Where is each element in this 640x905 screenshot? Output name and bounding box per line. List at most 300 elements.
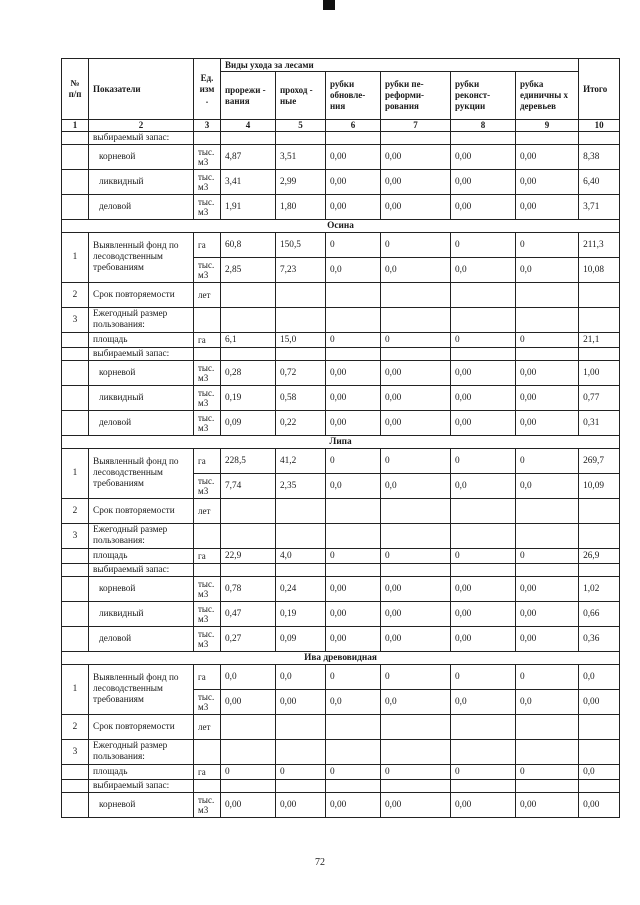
unit-cell: га <box>194 549 221 564</box>
empty-cell <box>221 715 276 740</box>
value-cell: 3,41 <box>221 170 276 195</box>
col-number: 1 <box>62 120 89 132</box>
value-cell: 0,00 <box>516 602 579 627</box>
period-row <box>62 715 620 740</box>
empty-cell <box>276 132 326 145</box>
empty-cell <box>326 499 381 524</box>
table-row <box>62 170 620 195</box>
col-number: 3 <box>194 120 221 132</box>
empty-cell <box>579 715 620 740</box>
section-title: Осина <box>62 220 620 233</box>
value-cell: 1,00 <box>579 361 620 386</box>
section-title-row <box>62 220 620 233</box>
row-label: выбираемый запас: <box>89 132 194 145</box>
value-cell: 4,87 <box>221 145 276 170</box>
value-cell: 0,0 <box>326 258 381 283</box>
col-number: 9 <box>516 120 579 132</box>
row-label: корневой <box>89 793 194 818</box>
empty-cell <box>276 499 326 524</box>
empty-cell <box>62 577 89 602</box>
value-cell: 0,09 <box>221 411 276 436</box>
section-title: Ива древовидная <box>62 652 620 665</box>
value-cell: 0,0 <box>579 665 620 690</box>
empty-cell <box>381 740 451 765</box>
value-cell: 0,00 <box>451 602 516 627</box>
row-label: Выявленный фонд по лесоводственным требованиям <box>89 449 194 499</box>
row-label: площадь <box>89 549 194 564</box>
header-group: Виды ухода за лесами <box>221 59 579 72</box>
value-cell: 211,3 <box>579 233 620 258</box>
value-cell: 0 <box>381 549 451 564</box>
empty-cell <box>451 564 516 577</box>
value-cell: 7,74 <box>221 474 276 499</box>
value-cell: 0,0 <box>381 474 451 499</box>
table-row <box>62 145 620 170</box>
empty-cell <box>221 564 276 577</box>
stock-label-row <box>62 564 620 577</box>
value-cell: 10,08 <box>579 258 620 283</box>
value-cell: 0,0 <box>381 690 451 715</box>
value-cell: 0 <box>381 449 451 474</box>
value-cell: 0,00 <box>451 361 516 386</box>
empty-cell <box>579 283 620 308</box>
empty-cell <box>221 524 276 549</box>
empty-cell <box>579 780 620 793</box>
section-title-row <box>62 652 620 665</box>
empty-cell <box>326 132 381 145</box>
value-cell: 2,35 <box>276 474 326 499</box>
row-label: деловой <box>89 627 194 652</box>
empty-cell <box>326 715 381 740</box>
empty-cell <box>451 740 516 765</box>
value-cell: 228,5 <box>221 449 276 474</box>
row-label: Срок повторяемости <box>89 499 194 524</box>
value-cell: 150,5 <box>276 233 326 258</box>
empty-cell <box>451 780 516 793</box>
header-num: № п/п <box>62 59 89 120</box>
value-cell: 0 <box>326 665 381 690</box>
unit-cell: лет <box>194 283 221 308</box>
value-cell: 0,22 <box>276 411 326 436</box>
empty-cell <box>62 564 89 577</box>
value-cell: 22,9 <box>221 549 276 564</box>
value-cell: 0 <box>381 333 451 348</box>
empty-cell <box>381 564 451 577</box>
value-cell: 0,00 <box>516 627 579 652</box>
stock-label-row <box>62 348 620 361</box>
unit-cell: га <box>194 449 221 474</box>
value-cell: 0 <box>326 449 381 474</box>
annual-row <box>62 740 620 765</box>
value-cell: 0,0 <box>221 665 276 690</box>
empty-cell <box>516 308 579 333</box>
empty-cell <box>516 283 579 308</box>
scan-top-mark <box>323 0 335 10</box>
value-cell: 0,00 <box>381 145 451 170</box>
unit-cell: тыс. м3 <box>194 577 221 602</box>
empty-cell <box>381 348 451 361</box>
empty-cell <box>579 348 620 361</box>
row-label: деловой <box>89 195 194 220</box>
value-cell: 0,00 <box>451 145 516 170</box>
unit-cell: тыс. м3 <box>194 474 221 499</box>
row-label: Ежегодный размер пользования: <box>89 740 194 765</box>
value-cell: 0,47 <box>221 602 276 627</box>
empty-cell <box>194 564 221 577</box>
col-number: 7 <box>381 120 451 132</box>
value-cell: 0,00 <box>516 793 579 818</box>
value-cell: 15,0 <box>276 333 326 348</box>
unit-cell: тыс. м3 <box>194 386 221 411</box>
value-cell: 0,0 <box>381 258 451 283</box>
stock-label-row <box>62 132 620 145</box>
table-row <box>62 627 620 652</box>
empty-cell <box>579 308 620 333</box>
empty-cell <box>276 564 326 577</box>
empty-cell <box>62 411 89 436</box>
col-number: 6 <box>326 120 381 132</box>
unit-cell: тыс. м3 <box>194 627 221 652</box>
value-cell: 0,00 <box>451 627 516 652</box>
value-cell: 0,00 <box>451 170 516 195</box>
value-cell: 0,0 <box>276 665 326 690</box>
empty-cell <box>451 715 516 740</box>
header-col-5: рубки реконст- рукции <box>451 72 516 120</box>
col-number: 2 <box>89 120 194 132</box>
value-cell: 0,00 <box>326 577 381 602</box>
empty-cell <box>221 740 276 765</box>
row-label: ликвидный <box>89 170 194 195</box>
empty-cell <box>62 333 89 348</box>
value-cell: 0 <box>451 665 516 690</box>
header-col-3: рубки обновле- ния <box>326 72 381 120</box>
empty-cell <box>221 132 276 145</box>
value-cell: 10,09 <box>579 474 620 499</box>
value-cell: 0,00 <box>381 195 451 220</box>
value-cell: 0 <box>516 233 579 258</box>
value-cell: 0,19 <box>221 386 276 411</box>
header-col-4: рубки пе- реформи- рования <box>381 72 451 120</box>
empty-cell <box>221 308 276 333</box>
header-indicators: Показатели <box>89 59 194 120</box>
empty-cell <box>62 602 89 627</box>
col-number: 4 <box>221 120 276 132</box>
empty-cell <box>381 308 451 333</box>
value-cell: 0,0 <box>326 474 381 499</box>
empty-cell <box>326 780 381 793</box>
row-label: корневой <box>89 361 194 386</box>
value-cell: 0,72 <box>276 361 326 386</box>
value-cell: 0,0 <box>451 258 516 283</box>
empty-cell <box>276 308 326 333</box>
empty-cell <box>194 348 221 361</box>
empty-cell <box>579 564 620 577</box>
row-number: 1 <box>62 665 89 715</box>
stock-label-row <box>62 780 620 793</box>
header-col-2: проход - ные <box>276 72 326 120</box>
value-cell: 0,00 <box>221 793 276 818</box>
value-cell: 1,80 <box>276 195 326 220</box>
unit-cell: тыс. м3 <box>194 170 221 195</box>
row-number: 3 <box>62 524 89 549</box>
col-number: 5 <box>276 120 326 132</box>
value-cell: 0,19 <box>276 602 326 627</box>
period-row <box>62 499 620 524</box>
value-cell: 0,00 <box>276 690 326 715</box>
area-row <box>62 765 620 780</box>
value-cell: 0 <box>516 765 579 780</box>
empty-cell <box>62 549 89 564</box>
value-cell: 0,00 <box>326 170 381 195</box>
unit-cell: га <box>194 333 221 348</box>
value-cell: 0 <box>276 765 326 780</box>
value-cell: 8,38 <box>579 145 620 170</box>
value-cell: 0,58 <box>276 386 326 411</box>
value-cell: 0 <box>326 765 381 780</box>
unit-cell: тыс. м3 <box>194 145 221 170</box>
value-cell: 0,00 <box>381 793 451 818</box>
value-cell: 0,00 <box>221 690 276 715</box>
value-cell: 0,00 <box>326 602 381 627</box>
value-cell: 0,0 <box>516 474 579 499</box>
empty-cell <box>326 524 381 549</box>
empty-cell <box>276 715 326 740</box>
empty-cell <box>579 499 620 524</box>
empty-cell <box>62 132 89 145</box>
empty-cell <box>276 524 326 549</box>
value-cell: 0,00 <box>516 145 579 170</box>
section-title-row <box>62 436 620 449</box>
empty-cell <box>451 132 516 145</box>
empty-cell <box>62 195 89 220</box>
forest-care-table <box>61 58 620 818</box>
value-cell: 0,00 <box>381 577 451 602</box>
empty-cell <box>381 499 451 524</box>
unit-cell: тыс. м3 <box>194 258 221 283</box>
empty-cell <box>194 740 221 765</box>
empty-cell <box>381 524 451 549</box>
empty-cell <box>381 715 451 740</box>
empty-cell <box>62 361 89 386</box>
empty-cell <box>62 386 89 411</box>
value-cell: 0,00 <box>516 170 579 195</box>
section-title: Липа <box>62 436 620 449</box>
header-col-6: рубка единичны х деревьев <box>516 72 579 120</box>
unit-cell: тыс. м3 <box>194 361 221 386</box>
value-cell: 0 <box>451 549 516 564</box>
value-cell: 0 <box>451 333 516 348</box>
empty-cell <box>451 499 516 524</box>
value-cell: 3,51 <box>276 145 326 170</box>
unit-cell: лет <box>194 715 221 740</box>
value-cell: 4,0 <box>276 549 326 564</box>
empty-cell <box>221 348 276 361</box>
empty-cell <box>194 780 221 793</box>
value-cell: 0,00 <box>516 361 579 386</box>
empty-cell <box>221 780 276 793</box>
period-row <box>62 283 620 308</box>
row-number: 2 <box>62 715 89 740</box>
empty-cell <box>62 170 89 195</box>
value-cell: 0,0 <box>451 474 516 499</box>
row-label: Ежегодный размер пользования: <box>89 308 194 333</box>
table-row <box>62 793 620 818</box>
empty-cell <box>276 780 326 793</box>
value-cell: 0,0 <box>579 765 620 780</box>
value-cell: 0,0 <box>516 690 579 715</box>
empty-cell <box>451 308 516 333</box>
empty-cell <box>579 132 620 145</box>
row-label: деловой <box>89 411 194 436</box>
value-cell: 26,9 <box>579 549 620 564</box>
unit-cell: га <box>194 233 221 258</box>
page-number: 72 <box>315 857 325 868</box>
value-cell: 0 <box>221 765 276 780</box>
row-number: 3 <box>62 308 89 333</box>
value-cell: 0 <box>326 233 381 258</box>
row-label: площадь <box>89 333 194 348</box>
empty-cell <box>516 132 579 145</box>
value-cell: 2,99 <box>276 170 326 195</box>
empty-cell <box>381 283 451 308</box>
value-cell: 0 <box>451 449 516 474</box>
empty-cell <box>326 308 381 333</box>
row-number: 2 <box>62 499 89 524</box>
area-row <box>62 333 620 348</box>
table-row <box>62 195 620 220</box>
col-number: 8 <box>451 120 516 132</box>
value-cell: 0,28 <box>221 361 276 386</box>
value-cell: 0,0 <box>516 258 579 283</box>
empty-cell <box>451 283 516 308</box>
header-col-1: прорежи - вания <box>221 72 276 120</box>
area-row <box>62 549 620 564</box>
empty-cell <box>62 780 89 793</box>
value-cell: 0,00 <box>451 577 516 602</box>
row-label: выбираемый запас: <box>89 348 194 361</box>
value-cell: 0,00 <box>326 195 381 220</box>
value-cell: 0,00 <box>579 793 620 818</box>
fund-area-row <box>62 233 620 258</box>
empty-cell <box>516 348 579 361</box>
row-label: Срок повторяемости <box>89 715 194 740</box>
value-cell: 0,27 <box>221 627 276 652</box>
value-cell: 0,00 <box>381 602 451 627</box>
value-cell: 0,00 <box>381 170 451 195</box>
empty-cell <box>326 740 381 765</box>
value-cell: 0,00 <box>381 386 451 411</box>
empty-cell <box>62 348 89 361</box>
value-cell: 0,00 <box>326 145 381 170</box>
row-label: выбираемый запас: <box>89 780 194 793</box>
value-cell: 0,00 <box>516 411 579 436</box>
value-cell: 0 <box>516 333 579 348</box>
empty-cell <box>62 627 89 652</box>
value-cell: 0,00 <box>516 386 579 411</box>
value-cell: 0,00 <box>326 361 381 386</box>
empty-cell <box>516 740 579 765</box>
unit-cell: тыс. м3 <box>194 195 221 220</box>
row-label: корневой <box>89 577 194 602</box>
table-row <box>62 361 620 386</box>
table-row <box>62 411 620 436</box>
value-cell: 0 <box>381 233 451 258</box>
header-unit: Ед. изм . <box>194 59 221 120</box>
table-row <box>62 602 620 627</box>
empty-cell <box>62 765 89 780</box>
empty-cell <box>451 348 516 361</box>
unit-cell: тыс. м3 <box>194 602 221 627</box>
empty-cell <box>579 740 620 765</box>
value-cell: 0,00 <box>326 386 381 411</box>
row-label: выбираемый запас: <box>89 564 194 577</box>
empty-cell <box>221 283 276 308</box>
row-label: площадь <box>89 765 194 780</box>
empty-cell <box>276 283 326 308</box>
value-cell: 0,09 <box>276 627 326 652</box>
row-number: 1 <box>62 233 89 283</box>
empty-cell <box>579 524 620 549</box>
empty-cell <box>326 348 381 361</box>
value-cell: 6,1 <box>221 333 276 348</box>
value-cell: 0,00 <box>579 690 620 715</box>
empty-cell <box>516 564 579 577</box>
empty-cell <box>62 145 89 170</box>
value-cell: 0,00 <box>451 195 516 220</box>
row-label: Ежегодный размер пользования: <box>89 524 194 549</box>
empty-cell <box>516 715 579 740</box>
value-cell: 0 <box>381 765 451 780</box>
value-cell: 0,00 <box>451 386 516 411</box>
value-cell: 21,1 <box>579 333 620 348</box>
value-cell: 0,66 <box>579 602 620 627</box>
table-row <box>62 386 620 411</box>
annual-row <box>62 308 620 333</box>
row-label: Выявленный фонд по лесоводственным требованиям <box>89 233 194 283</box>
value-cell: 0 <box>326 549 381 564</box>
empty-cell <box>516 499 579 524</box>
unit-cell: га <box>194 765 221 780</box>
empty-cell <box>221 499 276 524</box>
empty-cell <box>194 524 221 549</box>
value-cell: 0,00 <box>381 411 451 436</box>
empty-cell <box>194 308 221 333</box>
value-cell: 0 <box>516 549 579 564</box>
row-label: Выявленный фонд по лесоводственным требованиям <box>89 665 194 715</box>
value-cell: 0,00 <box>326 411 381 436</box>
unit-cell: тыс. м3 <box>194 793 221 818</box>
value-cell: 0,00 <box>381 361 451 386</box>
fund-area-row <box>62 449 620 474</box>
value-cell: 0,00 <box>451 793 516 818</box>
value-cell: 0,77 <box>579 386 620 411</box>
value-cell: 0,00 <box>381 627 451 652</box>
empty-cell <box>276 348 326 361</box>
empty-cell <box>381 780 451 793</box>
unit-cell: лет <box>194 499 221 524</box>
row-number: 3 <box>62 740 89 765</box>
value-cell: 0,00 <box>326 793 381 818</box>
row-label: корневой <box>89 145 194 170</box>
value-cell: 7,23 <box>276 258 326 283</box>
value-cell: 60,8 <box>221 233 276 258</box>
value-cell: 269,7 <box>579 449 620 474</box>
row-label: ликвидный <box>89 386 194 411</box>
unit-cell: тыс. м3 <box>194 690 221 715</box>
value-cell: 0,00 <box>451 411 516 436</box>
row-number: 1 <box>62 449 89 499</box>
annual-row <box>62 524 620 549</box>
